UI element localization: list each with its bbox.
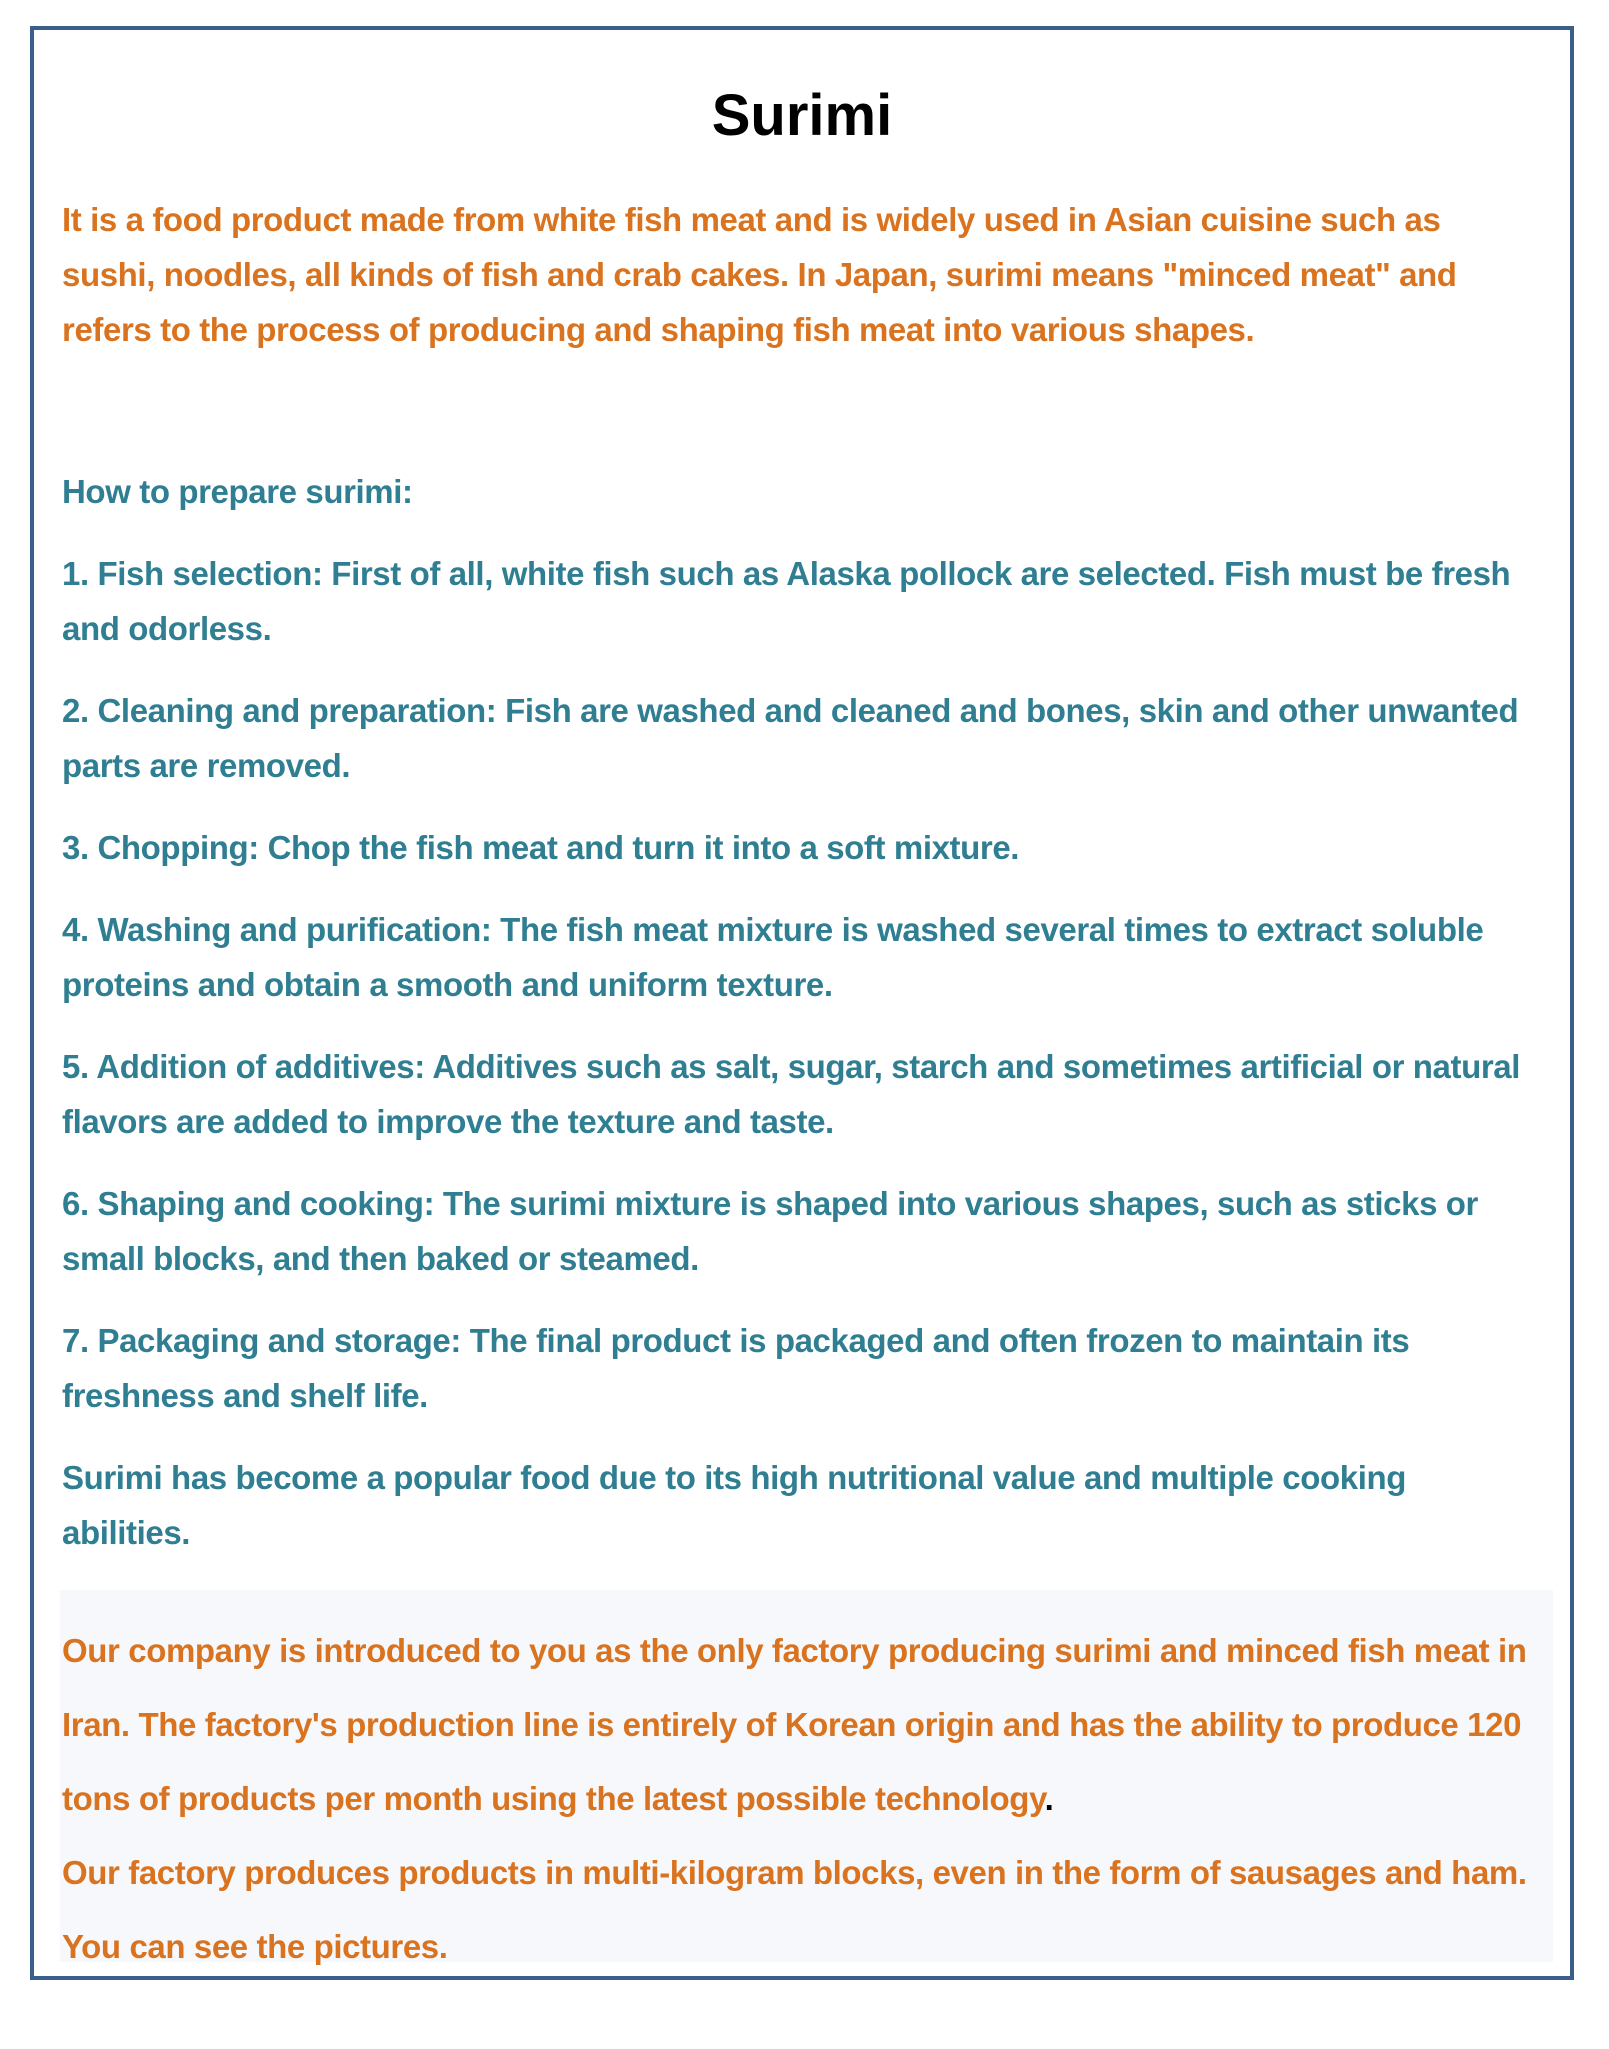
intro-paragraph: It is a food product made from white fish meat and is widely used in Asian cuisine such as sushi, noodles, all kinds of fish and crab cakes. In Japan, surimi means "minced meat" and refers to the process of producing and shaping fish meat into various shapes. (62, 201, 1457, 348)
step-item: 2. Cleaning and preparation: Fish are washed and cleaned and bones, skin and other unwanted parts are removed. (62, 692, 1519, 784)
step-item: 3. Chopping: Chop the fish meat and turn it into a soft mixture. (62, 829, 1020, 866)
step-item: 7. Packaging and storage: The final product is packaged and often frozen to maintain its freshness and shelf life. (62, 1322, 1410, 1414)
step-item: 4. Washing and purification: The fish meat mixture is washed several times to extract soluble proteins and obtain a smooth and uniform texture. (62, 911, 1484, 1003)
step-item: 5. Addition of additives: Additives such as salt, sugar, starch and sometimes artificial or natural flavors are added to improve the texture and taste. (62, 1048, 1521, 1140)
page-frame (30, 26, 1574, 1980)
step-item: 6. Shaping and cooking: The surimi mixture is shaped into various shapes, such as sticks or small blocks, and then baked or steamed. (62, 1185, 1478, 1277)
company-section (62, 1614, 1542, 1984)
company-paragraph-1-period: . (1044, 1780, 1054, 1817)
preparation-heading: How to prepare surimi: (62, 473, 413, 510)
conclusion-paragraph: Surimi has become a popular food due to its high nutritional value and multiple cooking abilities. (62, 1459, 1406, 1551)
page-title: Surimi (711, 83, 893, 148)
company-paragraph-1-text: Our company is introduced to you as the only factory producing surimi and minced fish meat in Iran. The factory's production line is entirely of Korean origin and has the ability to produce 120 tons of products per month using the latest possible technology (62, 1632, 1527, 1817)
company-paragraph-1 (62, 1614, 1542, 1836)
preparation-section (62, 464, 1542, 1587)
step-item: 1. Fish selection: First of all, white fish such as Alaska pollock are selected. Fish must be fresh and odorless. (62, 555, 1511, 647)
company-paragraph-2: Our factory produces products in multi-kilogram blocks, even in the form of sausages and ham. You can see the pictures. (62, 1854, 1527, 1965)
